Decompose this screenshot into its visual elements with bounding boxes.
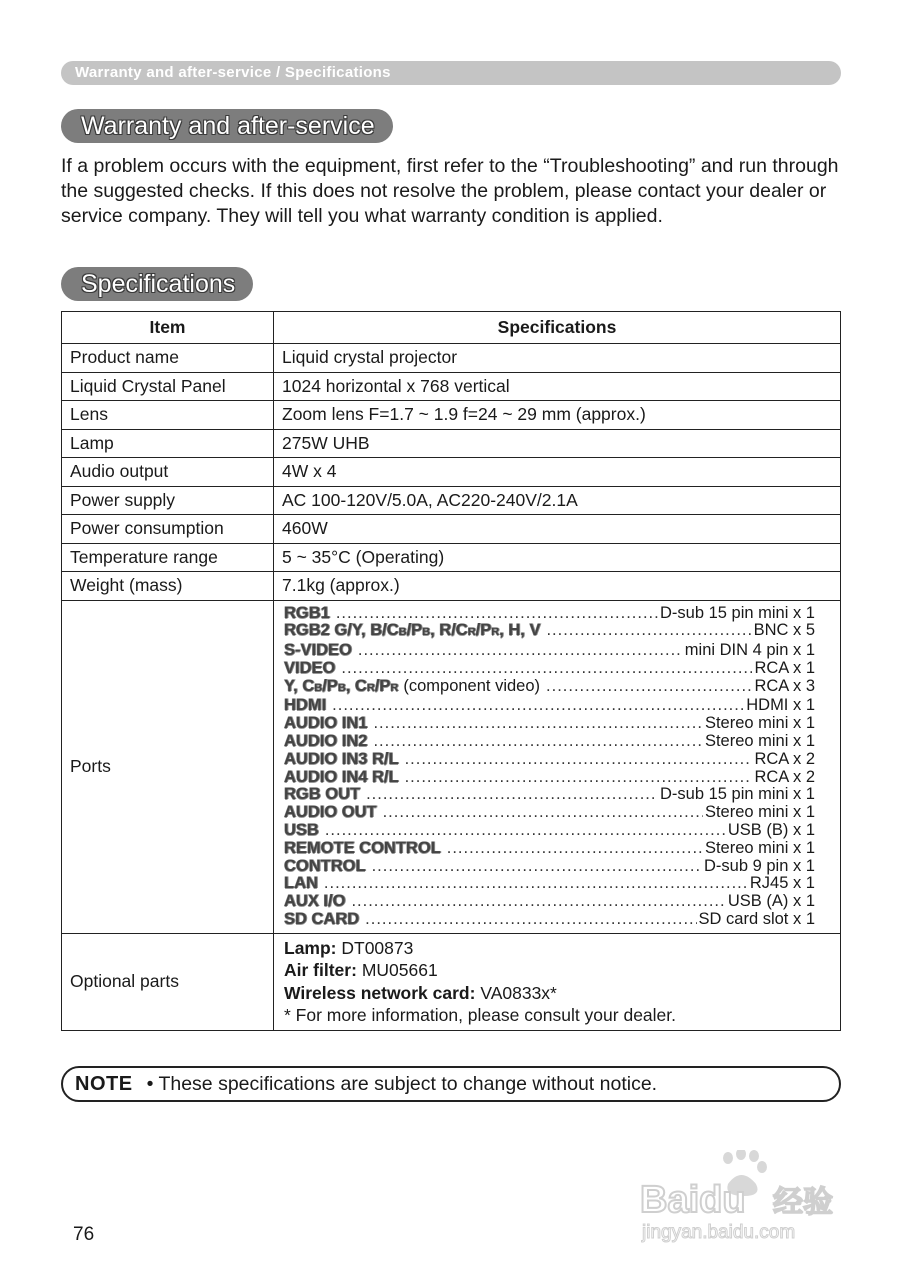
item-cell: Lamp: [62, 429, 274, 458]
port-line: [284, 804, 815, 822]
specifications-section-title: Specifications: [61, 267, 253, 301]
port-value: RCA x 2: [754, 767, 815, 786]
table-row: [62, 572, 841, 601]
table-header-row: [62, 312, 841, 344]
port-name: RGB OUT: [284, 785, 361, 804]
item-cell: Optional parts: [62, 933, 274, 1030]
port-name: HDMI: [284, 696, 327, 715]
port-value: RCA x 2: [754, 749, 815, 768]
port-line: [284, 858, 815, 876]
port-name: AUX I/O: [284, 892, 346, 911]
port-line: [284, 769, 815, 787]
port-note: (component video): [403, 676, 541, 695]
leader-dots: [332, 697, 744, 715]
port-value: Stereo mini x 1: [704, 732, 815, 751]
port-value: RJ45 x 1: [749, 874, 815, 893]
table-row: [62, 458, 841, 487]
leader-dots: [383, 804, 703, 822]
baidu-jingyan-watermark: [640, 1150, 852, 1246]
optional-parts-list: [274, 933, 841, 1030]
item-cell: Power consumption: [62, 515, 274, 544]
port-name: RGB1: [284, 603, 330, 622]
port-line: [284, 893, 815, 911]
watermark-brand: Baidu: [640, 1179, 746, 1221]
table-row: [62, 429, 841, 458]
specifications-table: [61, 311, 841, 1031]
port-line: [284, 642, 815, 660]
port-name: REMOTE CONTROL: [284, 838, 441, 857]
note-text: • These specifications are subject to change without notice.: [146, 1072, 658, 1095]
item-cell: Liquid Crystal Panel: [62, 372, 274, 401]
leader-dots: [351, 893, 725, 911]
leader-dots: [405, 751, 753, 769]
item-cell: Temperature range: [62, 543, 274, 572]
port-line: [284, 911, 815, 929]
column-header-specifications: Specifications: [274, 312, 841, 344]
port-line: [284, 822, 815, 840]
optional-footnote: * For more information, please consult your dealer.: [284, 1005, 676, 1026]
spec-cell: Zoom lens F=1.7 ~ 1.9 f=24 ~ 29 mm (approx.): [274, 401, 841, 430]
note-label: NOTE: [75, 1072, 133, 1095]
spec-cell: Liquid crystal projector: [274, 344, 841, 373]
spec-cell: 275W UHB: [274, 429, 841, 458]
warranty-section-title: Warranty and after-service: [61, 109, 393, 143]
table-row: [62, 401, 841, 430]
port-value: D-sub 15 pin mini x 1: [660, 785, 815, 804]
port-name: AUDIO IN3 R/L: [284, 749, 399, 768]
leader-dots: [365, 911, 696, 929]
spec-cell: 460W: [274, 515, 841, 544]
port-value: SD card slot x 1: [698, 910, 815, 929]
port-name: USB: [284, 821, 319, 840]
port-value: HDMI x 1: [746, 696, 815, 715]
port-line: [284, 751, 815, 769]
port-line: [284, 733, 815, 751]
leader-dots: [405, 769, 753, 787]
port-name: AUDIO IN2: [284, 732, 368, 751]
port-line: [284, 875, 815, 893]
port-name: AUDIO OUT: [284, 803, 377, 822]
port-name: AUDIO IN1: [284, 714, 368, 733]
port-value: Stereo mini x 1: [704, 714, 815, 733]
optional-lamp: Lamp: DT00873: [284, 937, 414, 958]
port-name: VIDEO: [284, 658, 336, 677]
item-cell: Audio output: [62, 458, 274, 487]
leader-dots: [358, 642, 683, 660]
item-cell: Weight (mass): [62, 572, 274, 601]
port-value: Stereo mini x 1: [704, 803, 815, 822]
spec-cell: 5 ~ 35°C (Operating): [274, 543, 841, 572]
port-value: D-sub 15 pin mini x 1: [660, 603, 815, 622]
optional-air-filter: Air filter: MU05661: [284, 960, 438, 981]
table-row: [62, 486, 841, 515]
ports-list: [274, 600, 841, 933]
port-name: AUDIO IN4 R/L: [284, 767, 399, 786]
port-name: S-VIDEO: [284, 641, 352, 660]
item-cell: Lens: [62, 401, 274, 430]
port-value: D-sub 9 pin x 1: [704, 856, 815, 875]
port-name: CONTROL: [284, 856, 366, 875]
page-header-bar: Warranty and after-service / Specifications: [61, 61, 841, 85]
port-line: [284, 605, 815, 623]
note-box: [61, 1066, 841, 1102]
leader-dots: [341, 660, 752, 678]
table-row: [62, 344, 841, 373]
table-row: [62, 543, 841, 572]
port-value: USB (B) x 1: [727, 821, 815, 840]
watermark-brand-cn: 经验: [773, 1185, 833, 1220]
leader-dots: [336, 605, 658, 623]
leader-dots: [372, 858, 702, 876]
leader-dots: [447, 840, 703, 858]
port-line: [284, 678, 815, 698]
port-name: RGB2 G/Y, B/CB/PB, R/CR/PR, H, V: [284, 621, 541, 640]
page-number: 76: [73, 1224, 95, 1245]
spec-cell: 1024 horizontal x 768 vertical: [274, 372, 841, 401]
leader-dots: [546, 622, 751, 640]
port-value: Stereo mini x 1: [704, 838, 815, 857]
leader-dots: [325, 822, 726, 840]
port-line: [284, 786, 815, 804]
optional-wireless-card: Wireless network card: VA0833x*: [284, 982, 557, 1003]
spec-cell: 4W x 4: [274, 458, 841, 487]
port-line: [284, 697, 815, 715]
item-cell: Ports: [62, 600, 274, 933]
spec-cell: 7.1kg (approx.): [274, 572, 841, 601]
port-value: RCA x 3: [754, 676, 815, 695]
leader-dots: [373, 715, 703, 733]
spec-cell: AC 100-120V/5.0A, AC220-240V/2.1A: [274, 486, 841, 515]
port-name: LAN: [284, 874, 318, 893]
port-value: mini DIN 4 pin x 1: [684, 641, 815, 660]
port-value: RCA x 1: [754, 658, 815, 677]
port-line: [284, 660, 815, 678]
item-cell: Power supply: [62, 486, 274, 515]
optional-parts-row: [62, 933, 841, 1030]
port-value: BNC x 5: [753, 621, 815, 640]
column-header-item: Item: [62, 312, 274, 344]
leader-dots: [366, 786, 658, 804]
port-line: [284, 622, 815, 642]
warranty-paragraph: If a problem occurs with the equipment, first refer to the “Troubleshooting” and run through the suggested checks. If this does not resolve the problem, please contact your dealer or service company. They will tell you what warranty condition is applied.: [61, 155, 839, 227]
leader-dots: [546, 678, 752, 696]
port-line: [284, 715, 815, 733]
table-row: [62, 372, 841, 401]
item-cell: Product name: [62, 344, 274, 373]
port-value: USB (A) x 1: [727, 892, 815, 911]
ports-row: [62, 600, 841, 933]
port-name: Y, CB/PB, CR/PR: [284, 676, 399, 695]
leader-dots: [373, 733, 703, 751]
watermark-url: jingyan.baidu.com: [642, 1222, 796, 1243]
leader-dots: [324, 875, 748, 893]
port-line: [284, 840, 815, 858]
port-name: SD CARD: [284, 910, 360, 929]
table-row: [62, 515, 841, 544]
